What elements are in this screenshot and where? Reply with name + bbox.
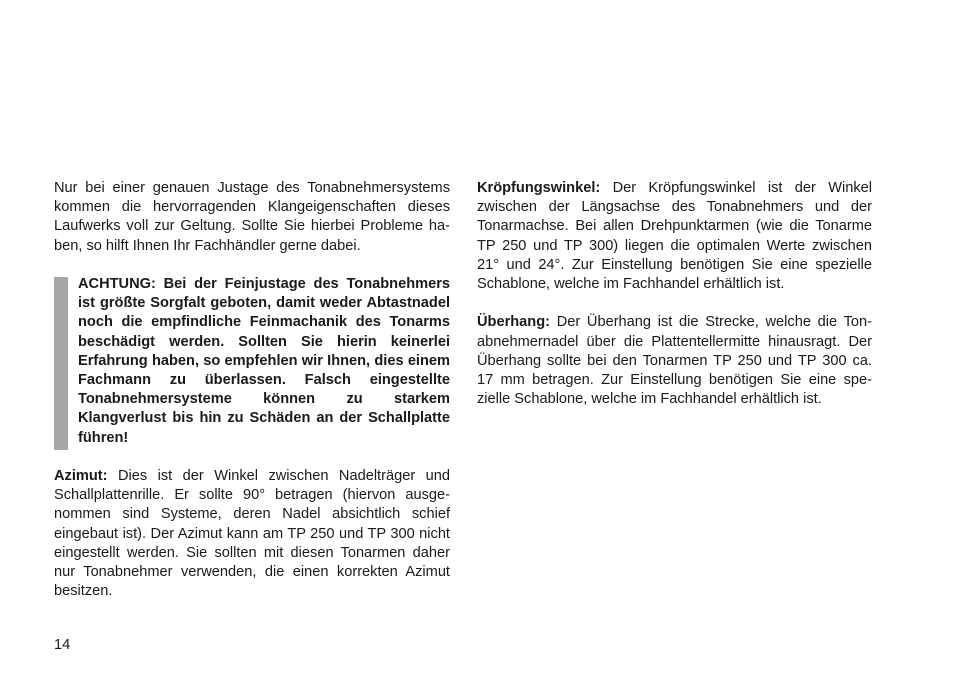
warning-notice — [54, 275, 450, 448]
azimut-text: Dies ist der Winkel zwischen Nadelträger und Schallplattenrille. Er sollte 90° betragen (hiervon ausgenommen sind Systeme, deren Nadel absichtlich schief eingebaut ist). Der Azimut kann am TP 250 und TP 300 nicht eingestellt werden. Sie sollten mit diesen Tonarmen daher nur Tonabnehmer verwenden, die einen korrekten Azimut besitzen. — [54, 468, 450, 600]
warning-text: ACHTUNG: Bei der Feinjustage des Tonabnehmers ist größte Sorgfalt geboten, damit weder Abtastnadel noch die empfindliche Feinmachanik des Tonarms beschädigt werden. Sollten Sie hierin keinerlei Erfahrung haben, so empfehlen wir Ihnen, dies einem Fachmann zu überlassen. Falsch eingestellte Tonabnehmersysteme können zu starkem Klangverlust bis hin zu Schäden an der Schallplatte führen! — [78, 276, 450, 446]
ueberhang-term: Überhang: — [477, 314, 550, 331]
intro-paragraph: Nur bei einer genauen Justage des Tonabnehmersystems kommen die hervorragenden Klangeigenschaften dieses Laufwerks voll zur Geltung. Sollte Sie hierbei Probleme haben, so hilft Ihnen Ihr Fachhändler gerne dabei. — [54, 180, 450, 254]
warning-bar — [54, 277, 68, 450]
azimut-term: Azimut: — [54, 468, 108, 485]
right-column — [477, 179, 872, 409]
ueberhang-paragraph — [477, 313, 872, 409]
kroepfung-paragraph — [477, 179, 872, 294]
page-number: 14 — [54, 637, 71, 653]
left-column — [54, 179, 450, 601]
kroepfung-term: Kröpfungswinkel: — [477, 180, 601, 196]
kroepfung-text: Der Kröpfungswinkel ist der Winkel zwischen der Längsachse des Tonabnehmers und der Tonarmachse. Bei allen Drehpunktarmen (wie die Tonarme TP 250 und TP 300) liegen die optimalen Werte zwischen 21° und 24°. Zur Einstellung benötigen Sie eine spezielle Schablone, welche im Fachhandel erhältlich ist. — [477, 180, 872, 293]
ueberhang-text: Der Überhang ist die Strecke, welche die Tonabnehmernadel über die Plattentellermitte hinausragt. Der Überhang sollte bei den Tonarmen TP 250 und TP 300 ca. 17 mm betragen. Zur Einstellung benötigen Sie eine spezielle Schablone, welche im Fachhandel erhältlich ist. — [477, 314, 872, 408]
azimut-paragraph — [54, 467, 450, 601]
